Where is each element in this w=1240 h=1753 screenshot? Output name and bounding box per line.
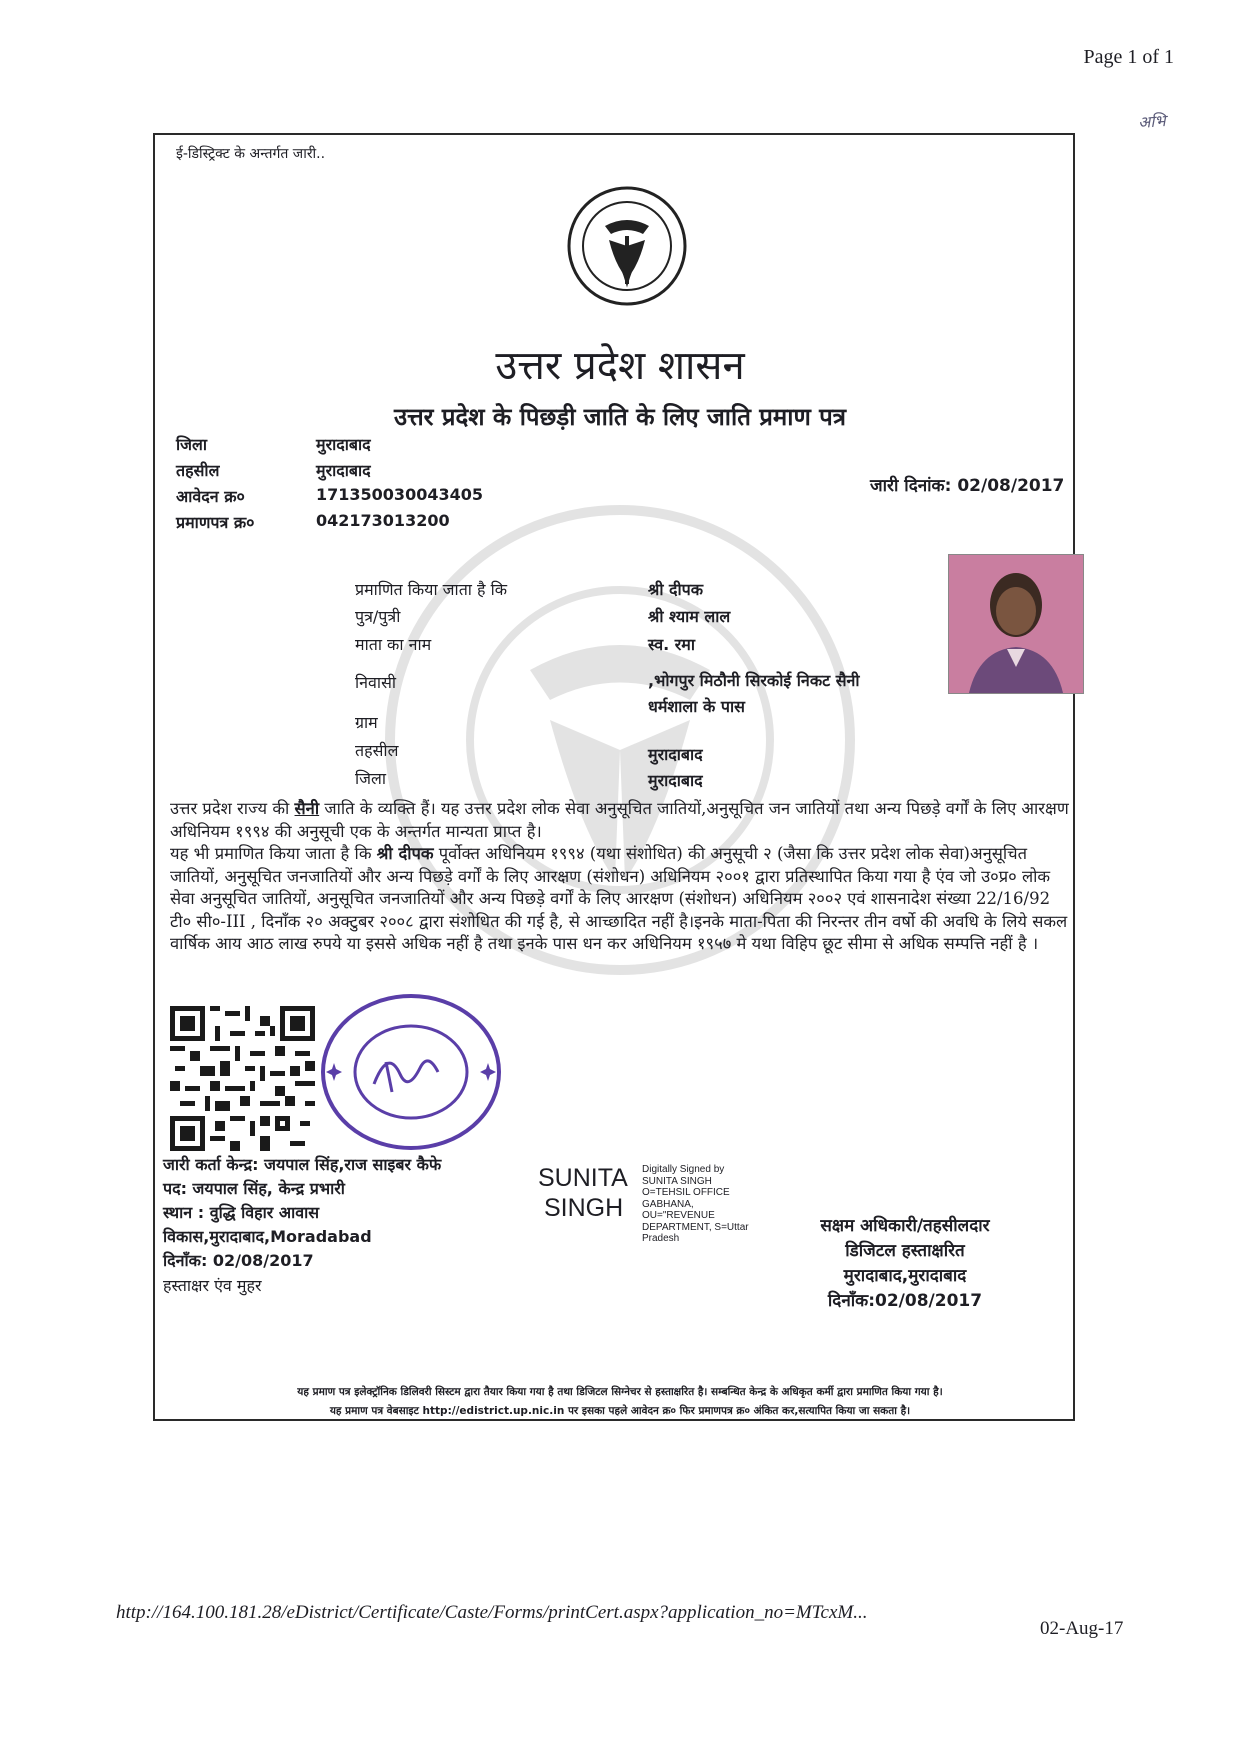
issuer-sign-label: हस्ताक्षर एंव मुहर — [163, 1276, 262, 1295]
field-label-district: जिला — [355, 769, 387, 788]
digital-signer-name-first: SUNITA — [538, 1164, 628, 1192]
digital-signer-name-last: SINGH — [544, 1194, 624, 1222]
application-no-value: 171350030043405 — [316, 485, 483, 504]
sig-detail-line: O=TEHSIL OFFICE — [642, 1187, 730, 1198]
issuer-centre: जारी कर्ता केन्द्र: जयपाल सिंह,राज साइबर कैफे — [163, 1155, 442, 1174]
applicant-name-inline: श्री दीपक — [376, 844, 434, 863]
sig-detail-line: GABHANA, — [642, 1198, 694, 1210]
issuer-date: दिनाँक: 02/08/2017 — [163, 1251, 314, 1270]
sig-detail-line: DEPARTMENT, S=Uttar — [642, 1221, 749, 1233]
certificate-no-label: प्रमाणपत्र क्र० — [176, 513, 255, 532]
paragraph-certification — [170, 843, 1070, 956]
authority-location: मुरादाबाद,मुरादाबाद — [843, 1266, 967, 1286]
field-label-mother: माता का नाम — [355, 635, 432, 654]
field-value-father: श्री श्याम लाल — [648, 607, 731, 626]
up-govt-emblem-icon — [565, 184, 689, 308]
issuer-place: स्थान : वुद्धि विहार आवास — [163, 1203, 320, 1222]
field-value-name: श्री दीपक — [648, 580, 704, 599]
tehsil-label: तहसील — [176, 461, 220, 480]
field-value-mother: स्व. रमा — [648, 635, 696, 654]
print-date: 02-Aug-17 — [1040, 1618, 1124, 1639]
authority-digital-signed: डिजिटल हस्ताक्षरित — [845, 1241, 965, 1261]
authority-designation: सक्षम अधिकारी/तहसीलदार — [820, 1216, 990, 1236]
person-photo-icon — [949, 555, 1083, 693]
certificate-subtitle: उत्तर प्रदेश के पिछड़ी जाति के लिए जाति प्रमाण पत्र — [393, 403, 847, 431]
paragraph-caste-post: जाति के व्यक्ति हैं। यह उत्तर प्रदेश लोक सेवा अनुसूचित जातियों,अनुसूचित जन जातियों तथा अन्य पिछड़े वर्गों के लिए आरक्षण अधिनियम १९९४ की अनुसूची एक के अन्तर्गत मान्यता प्राप्त है। — [170, 799, 1069, 841]
paragraph-caste — [170, 798, 1070, 843]
print-source-url: http://164.100.181.28/eDistrict/Certificate/Caste/Forms/printCert.aspx?application_no=MTcxM... — [116, 1602, 868, 1623]
certificate-footer-note-1: यह प्रमाण पत्र इलेक्ट्रॉनिक डिलिवरी सिस्टम द्वारा तैयार किया गया है तथा डिजिटल सिग्नेचर से हस्ताक्षरित है। सम्बन्धित केन्द्र के अधिकृत कर्मी द्वारा प्रमाणित किया गया है। — [297, 1386, 943, 1398]
issuer-place-2: विकास,मुरादाबाद,Moradabad — [163, 1227, 372, 1246]
field-label-tehsil: तहसील — [355, 741, 399, 760]
field-value-address-1: ,भोगपुर मिठौनी सिरकोई निकट सैनी — [648, 671, 860, 690]
authority-date: दिनाँक:02/08/2017 — [827, 1291, 983, 1311]
field-value-district: मुरादाबाद — [648, 771, 703, 790]
sig-detail-line: Digitally Signed by — [642, 1164, 725, 1175]
qr-code-icon — [170, 1006, 315, 1151]
district-value: मुरादाबाद — [316, 435, 371, 454]
tehsil-value: मुरादाबाद — [316, 461, 371, 480]
certificate-body-text — [170, 798, 1070, 956]
rubber-stamp-seal-icon — [316, 992, 506, 1152]
field-label-village: ग्राम — [355, 713, 378, 732]
government-title: उत्तर प्रदेश शासन — [495, 343, 745, 389]
caste-name: सैनी — [294, 799, 320, 818]
field-value-address-2: धर्मशाला के पास — [648, 697, 745, 716]
issuer-designation: पद: जयपाल सिंह, केन्द्र प्रभारी — [163, 1179, 345, 1198]
issued-under-label: ई-डिस्ट्रिक्ट के अन्तर्गत जारी.. — [176, 146, 326, 162]
field-label-resident: निवासी — [355, 673, 397, 692]
page-number: Page 1 of 1 — [1083, 46, 1174, 68]
certificate-no-value: 042173013200 — [316, 511, 450, 530]
paragraph-caste-pre: उत्तर प्रदेश राज्य की — [170, 799, 295, 818]
district-label: जिला — [176, 435, 208, 454]
sig-detail-line: Pradesh — [642, 1233, 680, 1244]
field-label-son-daughter: पुत्र/पुत्री — [355, 607, 401, 626]
applicant-photo — [948, 554, 1084, 694]
issue-date: जारी दिनांक: 02/08/2017 — [870, 476, 1065, 496]
field-value-tehsil: मुरादाबाद — [648, 745, 703, 764]
paragraph-cert-post: पूर्वोक्त अधिनियम १९९४ (यथा संशोधित) की अनुसूची २ (जैसा कि उत्तर प्रदेश लोक सेवा)अनुसूचित जातियों, अनुसूचित जनजातियों और अन्य पिछड़े वर्गों के लिए आरक्षण (संशोधन) अधिनियम २००१ द्वारा प्रतिस्थापित किया गया है एंव जो उ०प्र० लोक सेवा अनुसूचित जातियों, अनुसूचित जनजातियों और अन्य पिछड़े वर्गों के लिए आरक्षण (संशोधन) अधिनियम २००२ एवं शासनादेश संख्या 22/16/92 टी० सी०-III , दिनाँक २० अक्टुबर २००८ द्वारा संशोधित की गई है, से आच्छादित नहीं है।इनके माता-पिता की निरन्तर तीन वर्षो की अवधि के लिये सकल वार्षिक आय आठ लाख रुपये या इससे अधिक नहीं है तथा इनके पास धन कर अधिनियम १९५७ मे यथा विहिप छूट सीमा से अधिक सम्पत्ति नहीं है । — [170, 844, 1068, 953]
margin-handwritten-note: अभि — [1137, 111, 1167, 132]
certificate-footer-note-2: यह प्रमाण पत्र वेबसाइट http://edistrict.up.nic.in पर इसका पहले आवेदन क्र० फिर प्रमाणपत्र क्र० अंकित कर,सत्यापित किया जा सकता है। — [329, 1405, 911, 1417]
sig-detail-line: SUNITA SINGH — [642, 1175, 712, 1187]
application-no-label: आवेदन क्र० — [176, 487, 245, 506]
field-label-certified: प्रमाणित किया जाता है कि — [355, 580, 508, 599]
sig-detail-line: OU="REVENUE — [642, 1210, 715, 1221]
paragraph-cert-pre: यह भी प्रमाणित किया जाता है कि — [170, 844, 377, 863]
